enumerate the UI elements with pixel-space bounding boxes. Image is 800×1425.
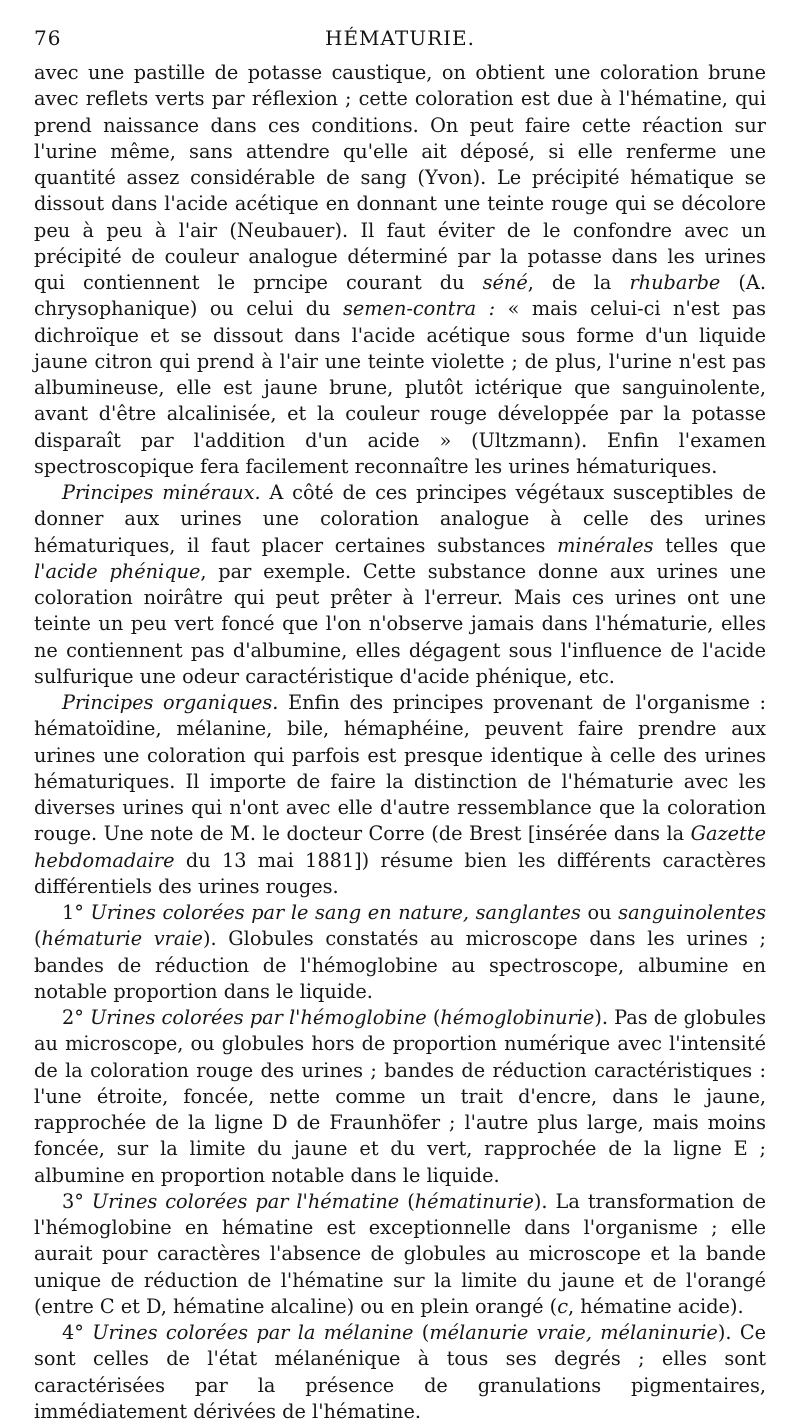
paragraph-urines-melanine bbox=[34, 1320, 766, 1425]
italic-run: Principes organiques. bbox=[62, 691, 279, 714]
italic-run: semen-contra : bbox=[342, 297, 496, 321]
text-run: ( bbox=[413, 1321, 430, 1344]
text-run: (A. chrysophanique) ou celui du bbox=[34, 271, 766, 321]
italic-run: l'acide phénique bbox=[34, 559, 201, 583]
paragraph-principes-organiques bbox=[34, 690, 766, 900]
text-run: ou bbox=[580, 901, 619, 924]
italic-run: c bbox=[557, 1294, 569, 1318]
italic-run: hématinurie bbox=[414, 1189, 534, 1213]
italic-run: séné bbox=[482, 271, 528, 294]
text-run: ( bbox=[426, 1006, 441, 1029]
text-run: ( bbox=[34, 927, 42, 951]
paragraph-urines-sang bbox=[34, 900, 766, 1005]
running-title: HÉMATURIE. bbox=[325, 26, 475, 50]
italic-run: rhubarbe bbox=[629, 271, 721, 294]
italic-run: hématurie vraie bbox=[41, 927, 203, 951]
text-run: 3° bbox=[62, 1189, 92, 1213]
italic-run: hémoglobinurie bbox=[440, 1006, 595, 1029]
text-run: telles que bbox=[653, 533, 766, 557]
text-run: Enfin des principes provenant de l'organisme : hématoïdine, mélanine, bile, hémaphéine, peuvent faire prendre aux urines une coloration qui parfois est presque identique à celle des urines hématuriques. Il importe de faire la distinction de l'hématurie avec les diverses urines qui n'ont avec elle d'autre ressemblance que la coloration rouge. Une note de M. le docteur Corre (de Brest [insérée dans la bbox=[34, 691, 766, 846]
italic-run: minérales bbox=[557, 533, 654, 557]
text-run: A côté de ces principes végétaux susceptibles de donner aux urines une coloration analogue à celle des urines hématuriques, il faut placer certaines substances bbox=[34, 481, 766, 557]
text-run: 2° bbox=[62, 1006, 91, 1029]
text-run: , par exemple. Cette substance donne aux urines une coloration noirâtre qui peut prêter à l'erreur. Mais ces urines ont une teinte un peu vert foncé que l'on n'observe jamais dans l'hématurie, elles ne contiennent pas d'albumine, elles dégagent sous l'influence de l'acide sulfurique une odeur caractéristique d'acide phénique, etc. bbox=[34, 559, 766, 688]
italic-run: Gazette hebdomadaire bbox=[34, 822, 766, 872]
italic-run: mélanurie vraie, mélaninurie bbox=[429, 1321, 718, 1344]
text-run: ). La transformation de l'hémoglobine en hématine est exceptionnelle dans l'organisme ; elle aurait pour caractères l'absence de globules au microscope et la bande unique de réduction de l'hématine sur la limite du jaune et de l'orangé (entre C et D, hématine alcaline) ou en plein orangé ( bbox=[34, 1189, 767, 1318]
text-run: , de la bbox=[527, 271, 630, 294]
text-run: , hématine acide). bbox=[568, 1294, 744, 1318]
page-header bbox=[34, 26, 766, 60]
text-run: du 13 mai 1881]) résume bien les différents caractères différentiels des urines rouges. bbox=[34, 848, 766, 898]
text-run: ( bbox=[399, 1189, 415, 1213]
page-number: 76 bbox=[34, 26, 62, 50]
text-run: 4° bbox=[62, 1321, 93, 1344]
text-run: ). Globules constatés au microscope dans les urines ; bandes de réduction de l'hémoglobine au spectroscope, albumine en notable proportion dans le liquide. bbox=[34, 927, 766, 1003]
paragraph-hematine-reaction bbox=[34, 60, 766, 480]
paragraph-urines-hematine bbox=[34, 1189, 766, 1320]
text-run: 1° bbox=[62, 901, 91, 924]
italic-run: Principes minéraux. bbox=[62, 481, 261, 504]
italic-run: Urines colorées par le sang en nature, sanglantes bbox=[90, 901, 581, 924]
paragraph-urines-hemoglobine bbox=[34, 1005, 766, 1189]
italic-run: sanguinolentes bbox=[618, 901, 766, 924]
italic-run: Urines colorées par l'hémoglobine bbox=[90, 1006, 427, 1029]
text-run: ). Ce sont celles de l'état mélanénique à tous ses degrés ; elles sont caractérisées par la présence de granulations pigmentaires, immédiatement dérivées de l'hématine. bbox=[34, 1321, 766, 1423]
italic-run: Urines colorées par la mélanine bbox=[92, 1321, 414, 1344]
text-run: avec une pastille de potasse caustique, on obtient une coloration brune avec reflets verts par réflexion ; cette coloration est due à l'hématine, qui prend naissance dans ces conditions. On peut faire cette réaction sur l'urine même, sans attendre qu'elle ait déposé, si elle renferme une quantité assez considérable de sang (Yvon). Le précipité hématique se dissout dans l'acide acétique en donnant une teinte rouge qui se décolore peu à peu à l'air (Neubauer). Il faut éviter de le confondre avec un précipité de couleur analogue déterminé par la potasse dans les urines qui contiennent le prncipe courant du bbox=[34, 61, 766, 294]
text-run: « mais celui-ci n'est pas dichroïque et se dissout dans l'acide acétique sous forme d'un liquide jaune citron qui prend à l'air une teinte violette ; de plus, l'urine n'est pas albumineuse, elle est jaune brune, plutôt ictérique que sanguinolente, avant d'être alcalinisée, et la couleur rouge développée par la potasse disparaît par l'addition d'un acide » (Ultzmann). Enfin l'examen spectroscopique fera facilement reconnaître les urines hématuriques. bbox=[34, 297, 766, 478]
text-run: ). Pas de globules au microscope, ou globules hors de proportion numérique avec l'intensité de la coloration rouge des urines ; bandes de réduction caractéristiques : l'une étroite, foncée, nette comme un trait d'encre, dans le jaune, rapprochée de la ligne D de Fraunhöfer ; l'autre plus large, mais moins foncée, sur la limite du jaune et du vert, rapprochée de la ligne E ; albumine en proportion notable dans le liquide. bbox=[34, 1006, 767, 1187]
italic-run: Urines colorées par l'hématine bbox=[91, 1189, 400, 1213]
body-text bbox=[34, 60, 766, 1425]
paragraph-principes-mineraux bbox=[34, 480, 766, 690]
